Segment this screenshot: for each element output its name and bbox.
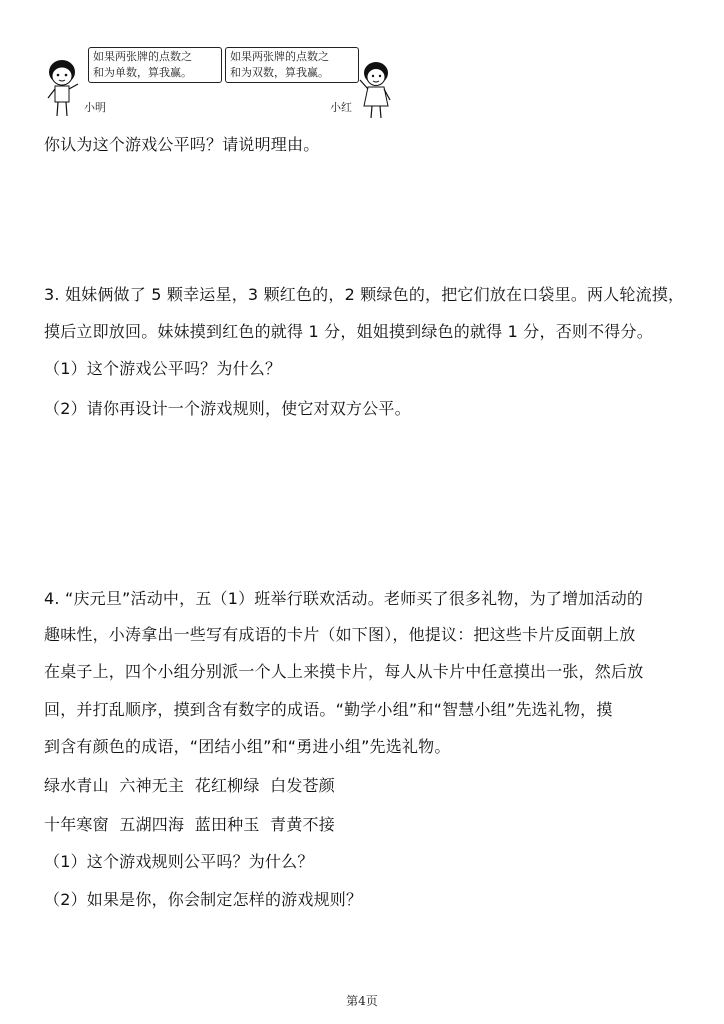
girl-illustration xyxy=(350,58,398,122)
q4-line-2: 趣味性，小涛拿出一些写有成语的卡片（如下图），他提议：把这些卡片反面朝上放 xyxy=(44,625,636,644)
speech-bubble-left xyxy=(88,47,222,83)
speech-left-line-1: 如果两张牌的点数之 xyxy=(93,50,192,63)
q3-line-2: 摸后立即放回。妹妹摸到红色的就得 1 分，姐姐摸到绿色的就得 1 分，否则不得分。 xyxy=(44,322,653,341)
q4-line-3: 在桌子上，四个小组分别派一个人上来摸卡片，每人从卡片中任意摸出一张，然后放 xyxy=(44,662,644,681)
page-number: 第4页 xyxy=(346,994,378,1008)
girl-figure-icon xyxy=(350,58,398,122)
speech-right-line-1: 如果两张牌的点数之 xyxy=(230,50,329,63)
q4-line-4: 回，并打乱顺序，摸到含有数字的成语。“勤学小组”和“智慧小组”先选礼物，摸 xyxy=(44,700,613,719)
speech-bubble-right xyxy=(225,47,359,83)
speech-left-line-2: 和为单数，算我赢。 xyxy=(93,66,192,79)
idiom-cards-row-2: 十年寒窗 五湖四海 蓝田种玉 青黄不接 xyxy=(44,815,335,834)
q3-sub-question-2: （2）请你再设计一个游戏规则，使它对双方公平。 xyxy=(44,399,411,418)
q4-sub-question-2: （2）如果是你，你会制定怎样的游戏规则？ xyxy=(44,890,363,909)
idiom-cards-row-1: 绿水青山 六神无主 花红柳绿 白发苍颜 xyxy=(44,776,335,795)
q3-line-1: 3. 姐妹俩做了 5 颗幸运星，3 颗红色的，2 颗绿色的，把它们放在口袋里。两人轮流摸， xyxy=(44,285,685,304)
speech-right-line-2: 和为双数，算我赢。 xyxy=(230,66,329,79)
q4-sub-question-1: （1）这个游戏规则公平吗？为什么？ xyxy=(44,852,314,871)
q4-line-5: 到含有颜色的成语，“团结小组”和“勇进小组”先选礼物。 xyxy=(44,737,451,756)
q3-sub-question-1: （1）这个游戏公平吗？为什么？ xyxy=(44,359,282,378)
boy-name: 小明 xyxy=(84,101,106,114)
boy-illustration xyxy=(40,56,90,120)
boy-figure-icon xyxy=(40,56,90,120)
q4-line-1: 4. “庆元旦”活动中，五（1）班举行联欢活动。老师买了很多礼物，为了增加活动的 xyxy=(44,589,644,608)
girl-name: 小红 xyxy=(330,101,352,114)
q2-prompt: 你认为这个游戏公平吗？请说明理由。 xyxy=(44,135,320,154)
